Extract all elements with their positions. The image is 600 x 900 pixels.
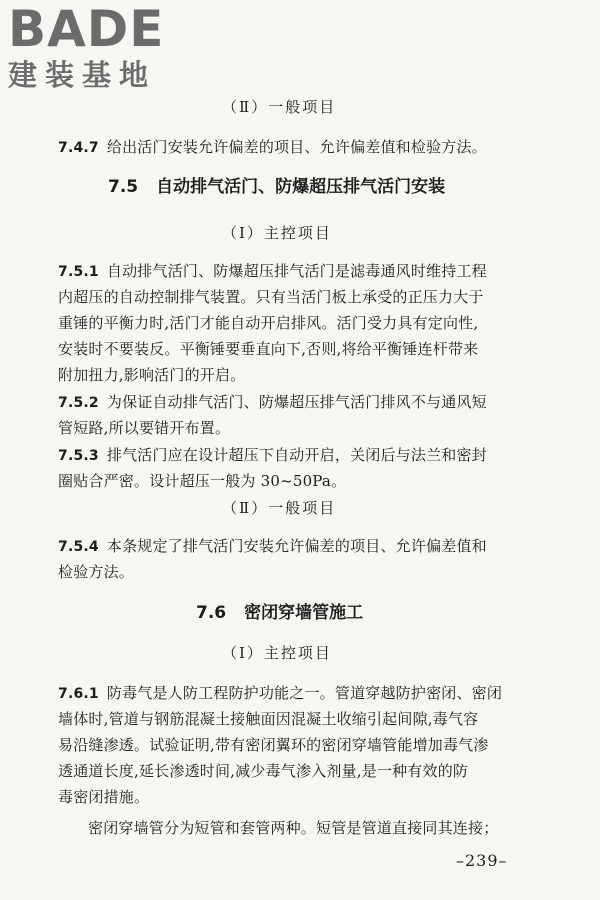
clause-text-line: 内超压的自动控制排气装置。只有当活门板上承受的正压力大于 bbox=[58, 288, 484, 306]
clause-text: 为保证自动排气活门、防爆超压排气活门排风不与通风短 bbox=[106, 393, 487, 411]
section-number: 7.6 bbox=[196, 603, 227, 623]
clause-7-5-2 bbox=[58, 389, 487, 416]
clause-7-6-1 bbox=[58, 680, 502, 707]
paragraph: 密闭穿墙管分为短管和套管两种。短管是管道直接同其连接； bbox=[88, 819, 499, 837]
clause-text: 本条规定了排气活门安装允许偏差的项目、允许偏差值和 bbox=[106, 537, 487, 555]
clause-text-line: 墙体时,管道与钢筋混凝土接触面因混凝土收缩引起间隙,毒气容 bbox=[58, 710, 479, 728]
subheading-main-control-items: （Ⅰ）主控项目 bbox=[222, 224, 332, 242]
section-number: 7.5 bbox=[108, 177, 139, 197]
page-number: –239– bbox=[456, 851, 508, 870]
subheading-general-items: （Ⅱ）一般项目 bbox=[222, 98, 337, 116]
clause-number: 7.5.4 bbox=[58, 539, 99, 555]
clause-text-line: 安装时不要装反。平衡锤要垂直向下,否则,将给平衡锤连杆带来 bbox=[58, 340, 479, 358]
clause-number: 7.4.7 bbox=[58, 140, 99, 156]
logo-text-cn: 建装基地 bbox=[8, 58, 157, 92]
section-title: 密闭穿墙管施工 bbox=[244, 603, 364, 623]
clause-number: 7.5.2 bbox=[58, 395, 99, 411]
clause-7-4-7 bbox=[58, 134, 487, 161]
clause-7-5-4 bbox=[58, 533, 487, 560]
clause-number: 7.5.1 bbox=[58, 264, 99, 280]
logo-text-en: BADE bbox=[8, 0, 165, 58]
section-heading-7-5 bbox=[108, 172, 445, 197]
clause-7-5-3 bbox=[58, 442, 487, 469]
clause-text-line: 毒密闭措施。 bbox=[58, 788, 150, 806]
clause-text: 给出活门安装允许偏差的项目、允许偏差值和检验方法。 bbox=[106, 138, 487, 156]
clause-text-line: 易沿缝渗透。试验证明,带有密闭翼环的密闭穿墙管能增加毒气渗 bbox=[58, 736, 489, 754]
clause-text: 排气活门应在设计超压下自动开启，关闭后与法兰和密封 bbox=[106, 446, 487, 464]
clause-text: 自动排气活门、防爆超压排气活门是滤毒通风时维持工程 bbox=[106, 262, 487, 280]
clause-text-line: 圈贴合严密。设计超压一般为 30~50Pa。 bbox=[58, 472, 347, 490]
clause-text-line: 管短路,所以要错开布置。 bbox=[58, 419, 231, 437]
clause-text: 防毒气是人防工程防护功能之一。管道穿越防护密闭、密闭 bbox=[106, 684, 503, 702]
clause-text-line: 附加扭力,影响活门的开启。 bbox=[58, 366, 246, 384]
subheading-main-control-items: （Ⅰ）主控项目 bbox=[222, 644, 332, 662]
clause-number: 7.5.3 bbox=[58, 448, 99, 464]
section-heading-7-6 bbox=[196, 598, 363, 623]
clause-text-line: 检验方法。 bbox=[58, 563, 135, 581]
section-title: 自动排气活门、防爆超压排气活门安装 bbox=[156, 177, 446, 197]
clause-7-5-1 bbox=[58, 258, 487, 285]
watermark-logo bbox=[8, 2, 198, 92]
clause-text-line: 透通道长度,延长渗透时间,减少毒气渗入剂量,是一种有效的防 bbox=[58, 762, 469, 780]
subheading-general-items: （Ⅱ）一般项目 bbox=[222, 499, 337, 517]
clause-text-line: 重锤的平衡力时,活门才能自动开启排风。活门受力具有定向性, bbox=[58, 314, 479, 332]
clause-number: 7.6.1 bbox=[58, 686, 99, 702]
